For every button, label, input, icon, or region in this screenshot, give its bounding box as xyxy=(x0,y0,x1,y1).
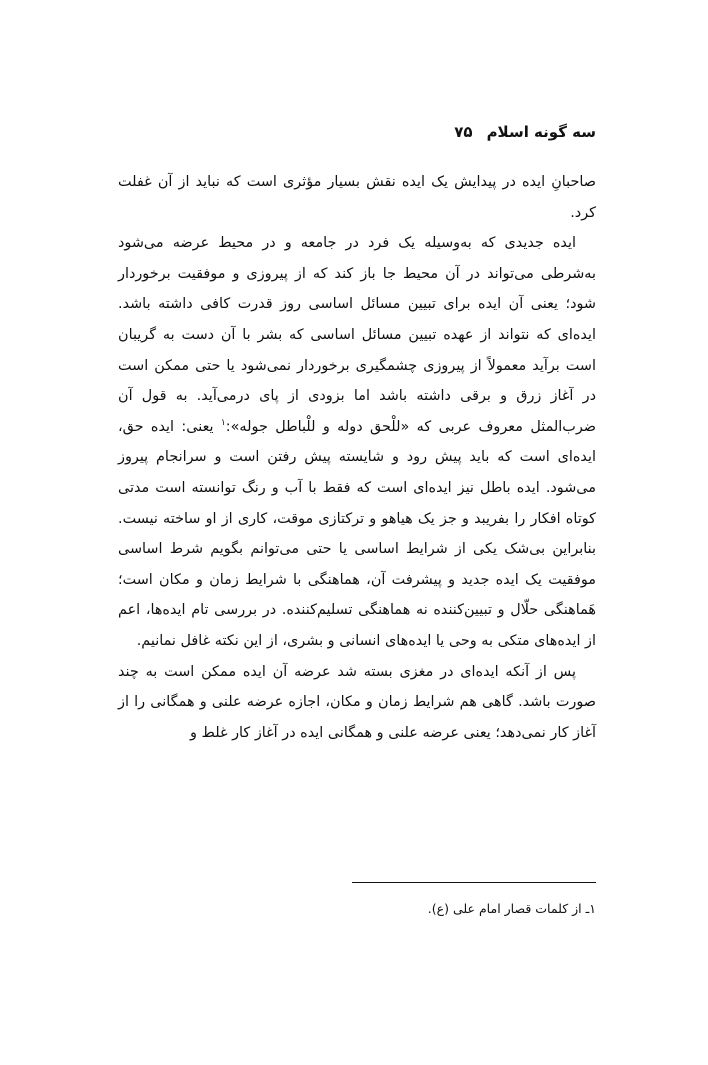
paragraph-2-text-continued: یعنی: ایده حق، ایده‌ای است که باید پیش رود و شایسته پیش رفتن است و سرانجام پیروز می‌شود. ایده باطل نیز ایده‌ای است که فقط با آب و رنگ توانسته است مدتی کوتاه افکار را بفریبد و جز یک هیاهو و ترکتازی موقت، کاری از او ساخته نیست. بنابراین بی‌شک یکی از شرایط اساسی یا حتی می‌توانم بگویم شرط اساسی موفقیت یک ایده جدید و پیشرفت آن، هماهنگی با شرایط زمان و مکان است؛ هَماهنگی حلّال و تبیین‌کننده نه هماهنگی تسلیم‌کننده. در بررسی تام ایده‌ها، اعم از ایده‌های متکی به وحی یا ایده‌های انسانی و بشری، از این نکته غافل نمانیم. xyxy=(118,418,596,649)
footnote-divider xyxy=(352,882,596,883)
page-number: ۷۵ xyxy=(454,123,473,141)
running-title: سه گونه اسلام xyxy=(486,123,596,141)
paragraph-2 xyxy=(118,228,596,656)
running-header xyxy=(120,118,596,146)
footnote-reference: ۱ xyxy=(220,417,226,428)
paragraph-1: صاحبانِ ایده در پیدایش یک ایده نقش بسیار مؤثری است که نباید از آن غفلت کرد. xyxy=(118,174,596,221)
paragraph-3: پس از آنکه ایده‌ای در مغزی بسته شد عرضه آن ایده ممکن است به چند صورت باشد. گاهی هم شرایط زمان و مکان، اجازه عرضه علنی و همگانی را از آغاز کار نمی‌دهد؛ یعنی عرضه علنی و همگانی ایده در آغاز کار غلط و xyxy=(118,663,596,741)
body-text xyxy=(118,167,596,748)
paragraph-2-text: ایده جدیدی که به‌وسیله یک فرد در جامعه و در محیط عرضه می‌شود به‌شرطی می‌تواند در آن محیط جا باز کند که از پیروزی و موفقیت برخوردار شود؛ یعنی آن ایده برای تبیین مسائل اساسی روز قدرت کافی داشته باشد. ایده‌ای که نتواند از عهده تبیین مسائل اساسی که بشر با آن دست به گریبان است برآید معمولاً از پیروزی چشمگیری برخوردار نمی‌شود یا حتی ممکن است در آغاز زرق و برقی داشته باشد اما بزودی از پای درمی‌آید. به قول آن ضرب‌المثل معروف عربی که «للْحق دوله و للْباطل جوله»: xyxy=(118,235,596,435)
footnote: ۱ـ از کلمات قصار امام علی (ع). xyxy=(427,901,596,916)
